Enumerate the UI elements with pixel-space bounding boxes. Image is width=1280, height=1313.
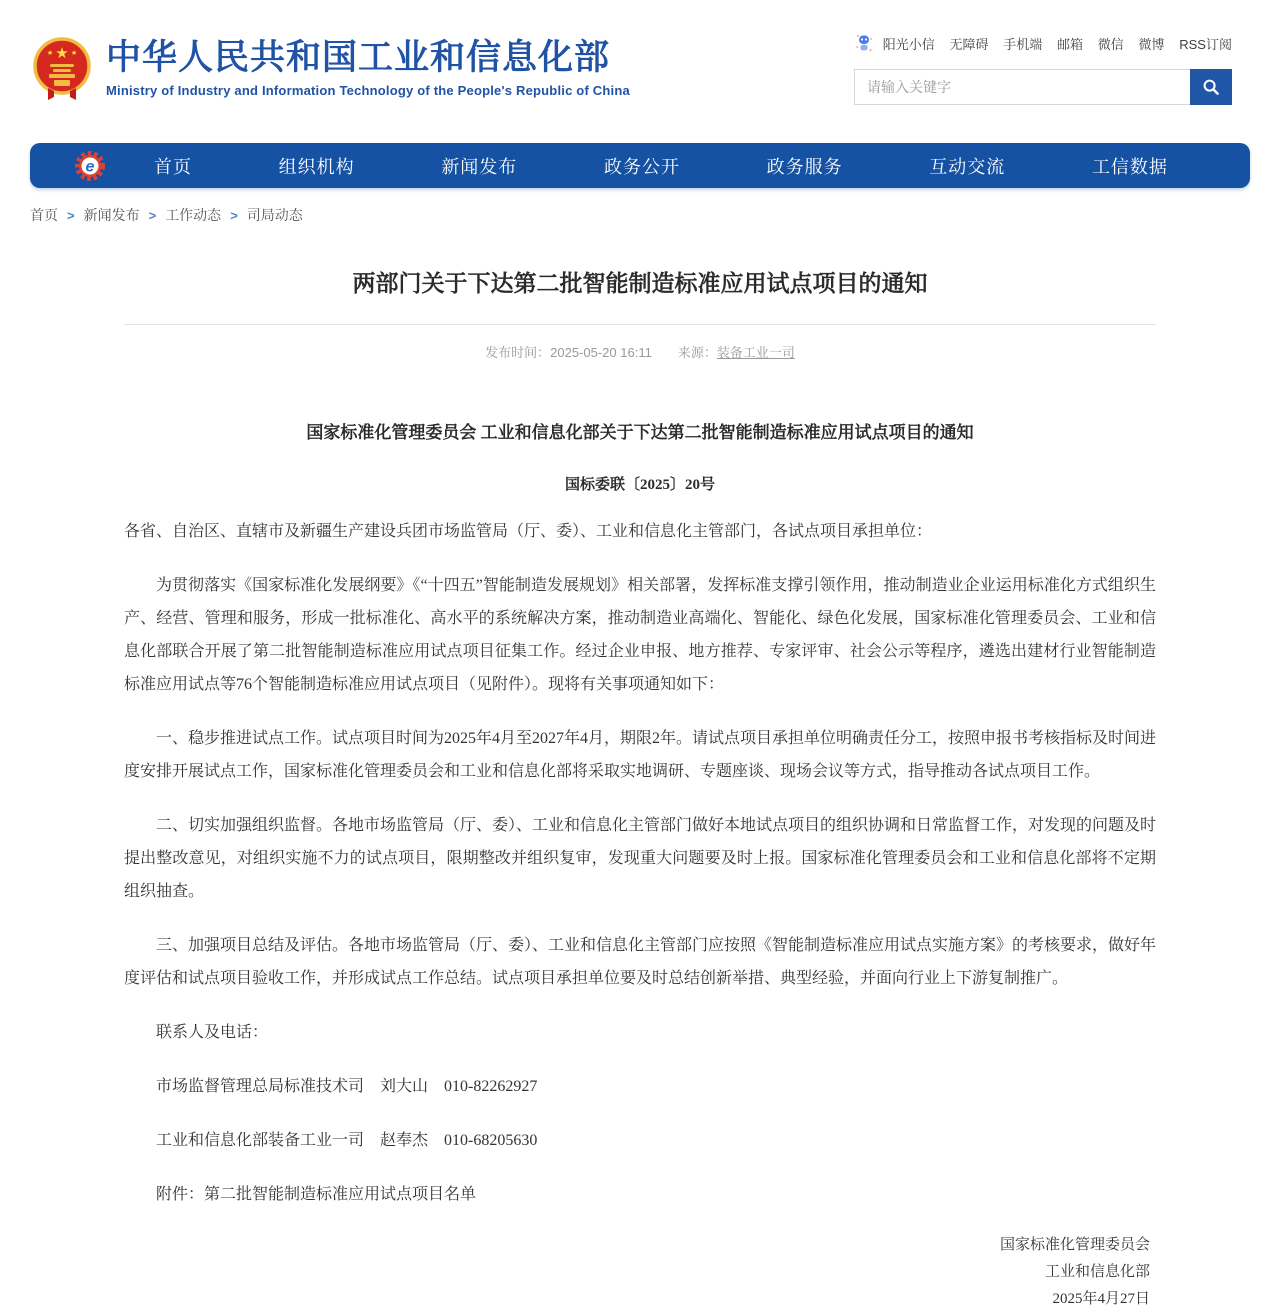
paragraph-point-3: 三、加强项目总结及评估。各地市场监管局（厅、委）、工业和信息化主管部门应按照《智能制造标准应用试点实施方案》的考核要求，做好年度评估和试点项目验收工作，并形成试点工作总结。试点项目承担单位要及时总结创新举措、典型经验，并面向行业上下游复制推广。	[124, 937, 1157, 987]
breadcrumb-separator: >	[148, 207, 157, 223]
publish-time-label: 发布时间：	[485, 345, 551, 360]
breadcrumb-item-4[interactable]: 司局动态	[246, 207, 303, 223]
signature-line-3: 2025年4月27日	[1052, 1291, 1150, 1307]
signature-block	[124, 1232, 1156, 1313]
signature-line-1: 国家标准化管理委员会	[999, 1237, 1150, 1253]
article	[124, 267, 1156, 1313]
nav-item-3[interactable]: 新闻发布	[441, 156, 518, 177]
source-link[interactable]: 装备工业一司	[716, 345, 795, 360]
paragraph-contact-2: 工业和信息化部装备工业一司 赵奉杰 010-68205630	[156, 1132, 538, 1149]
publish-time: 2025-05-20 16:11	[550, 345, 652, 360]
nav-items	[106, 153, 1250, 179]
top-link-6[interactable]: 微博	[1138, 36, 1165, 52]
page-title: 两部门关于下达第二批智能制造标准应用试点项目的通知	[352, 270, 928, 296]
search-button[interactable]	[1190, 69, 1232, 105]
top-link-4[interactable]: 邮箱	[1056, 36, 1083, 52]
header-top-right	[854, 32, 1232, 105]
gear-e-logo-icon[interactable]	[74, 150, 106, 182]
top-link-7[interactable]: RSS订阅	[1179, 36, 1232, 52]
search-bar	[854, 69, 1232, 105]
brand-text	[106, 36, 630, 98]
site-header	[0, 0, 1280, 143]
signature-line-2: 工业和信息化部	[1044, 1264, 1150, 1280]
site-title: 中华人民共和国工业和信息化部	[106, 38, 611, 77]
svg-text:e: e	[85, 158, 95, 175]
document-number: 国标委联〔2025〕20号	[564, 477, 715, 493]
search-icon	[1202, 78, 1220, 96]
top-link-1[interactable]: 阳光小信	[882, 36, 935, 52]
nav-item-5[interactable]: 政务服务	[766, 156, 843, 177]
breadcrumb-separator: >	[230, 207, 238, 223]
search-input[interactable]	[855, 70, 1190, 104]
breadcrumb	[30, 205, 1250, 225]
svg-text:★: ★	[55, 45, 69, 62]
top-link-3[interactable]: 手机端	[1003, 36, 1043, 52]
nav-item-7[interactable]: 工信数据	[1091, 156, 1168, 177]
svg-text:★: ★	[46, 50, 54, 57]
main-nav	[30, 143, 1250, 188]
nav-item-4[interactable]: 政务公开	[603, 156, 680, 177]
site-brand[interactable]	[30, 36, 630, 104]
nav-item-2[interactable]: 组织机构	[278, 156, 355, 177]
paragraph-salutation: 各省、自治区、直辖市及新疆生产建设兵团市场监管局（厅、委）、工业和信息化主管部门，各试点项目承担单位：	[124, 523, 933, 540]
top-link-5[interactable]: 微信	[1097, 36, 1124, 52]
breadcrumb-separator: >	[67, 207, 75, 223]
top-link-2[interactable]: 无障碍	[949, 36, 989, 52]
breadcrumb-item-3[interactable]: 工作动态	[165, 207, 222, 223]
svg-text:★: ★	[70, 50, 78, 57]
paragraph-attachment: 附件：第二批智能制造标准应用试点项目名单	[156, 1186, 477, 1203]
national-emblem-icon	[30, 36, 94, 104]
top-links	[854, 32, 1232, 54]
document-title: 国家标准化管理委员会 工业和信息化部关于下达第二批智能制造标准应用试点项目的通知	[306, 423, 974, 442]
title-divider	[124, 324, 1156, 325]
article-meta	[124, 342, 1156, 361]
nav-item-1[interactable]: 首页	[154, 156, 192, 177]
paragraph-point-2: 二、切实加强组织监督。各地市场监管局（厅、委）、工业和信息化主管部门做好本地试点项目的组织协调和日常监督工作，对发现的问题及时提出整改意见，对组织实施不力的试点项目，限期整改并组织复审，发现重大问题要及时上报。国家标准化管理委员会和工业和信息化部将不定期组织抽查。	[124, 817, 1157, 900]
breadcrumb-item-1[interactable]: 首页	[30, 207, 58, 223]
nav-item-6[interactable]: 互动交流	[929, 156, 1006, 177]
paragraph-point-1: 一、稳步推进试点工作。试点项目时间为2025年4月至2027年4月，期限2年。请试点项目承担单位明确责任分工，按照申报书考核指标及时间进度安排开展试点工作，国家标准化管理委员会和工业和信息化部将采取实地调研、专题座谈、现场会议等方式，指导推动各试点项目工作。	[124, 730, 1157, 780]
paragraph-contact-1: 市场监督管理总局标准技术司 刘大山 010-82262927	[156, 1078, 538, 1095]
site-subtitle: Ministry of Industry and Information Technology of the People's Republic of China	[106, 83, 630, 99]
document-body	[124, 515, 1156, 1211]
breadcrumb-item-2[interactable]: 新闻发布	[83, 207, 140, 223]
source-label: 来源：	[677, 345, 717, 360]
mascot-robot-icon[interactable]	[854, 32, 874, 54]
paragraph-contact-heading: 联系人及电话：	[156, 1024, 269, 1041]
paragraph-intro: 为贯彻落实《国家标准化发展纲要》《“十四五”智能制造发展规划》相关部署，发挥标准支撑引领作用，推动制造业企业运用标准化方式组织生产、经营、管理和服务，形成一批标准化、高水平的系统解决方案，推动制造业高端化、智能化、绿色化发展，国家标准化管理委员会、工业和信息化部联合开展了第二批智能制造标准应用试点项目征集工作。经过企业申报、地方推荐、专家评审、社会公示等程序，遴选出建材行业智能制造标准应用试点等76个智能制造标准应用试点项目（见附件）。现将有关事项通知如下：	[124, 577, 1156, 693]
